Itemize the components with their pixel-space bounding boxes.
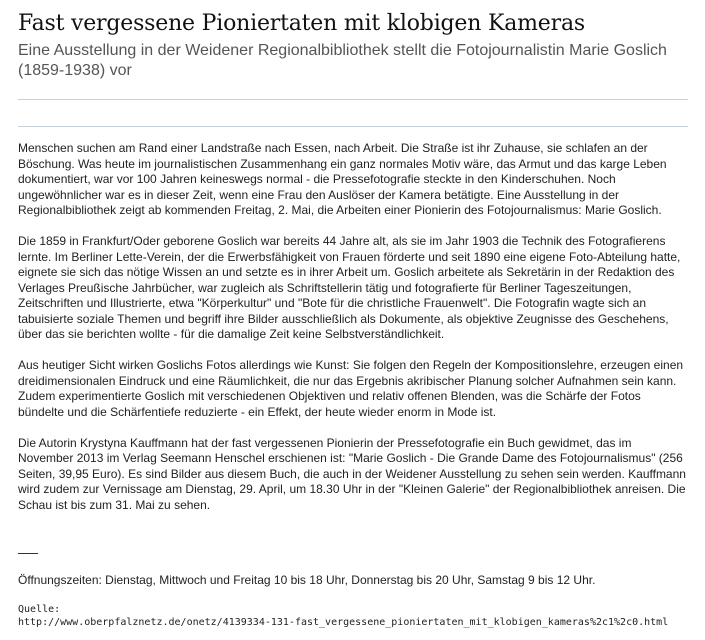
article-body (18, 141, 690, 529)
article-title: Fast vergessene Pioniertaten mit klobigen Kameras (18, 11, 585, 36)
article-header (18, 10, 688, 81)
article-paragraph-3: Aus heutiger Sicht wirken Goslichs Fotos allerdings wie Kunst: Sie folgen den Regeln der Kompositionslehre, erzeugen einen dreidimensionalen Eindruck und eine Räumlichkeit, die nur das Ergebnis akribischer Planung solcher Aufnahmen sein kann. Zudem experimentierte Goslich mit verschiedenen Objektiven und relativ offenen Blenden, was die Schärfe der Fotos bündelte und die Schärfentiefe reduzierte - ein Effekt, der heute wieder enorm in Mode ist. (18, 358, 684, 419)
source-block (18, 603, 668, 629)
article-paragraph-1: Menschen suchen am Rand einer Landstraße nach Essen, nach Arbeit. Die Straße ist ihr Zuhause, sie schlafen an der Böschung. Was heute im journalistischen Zusammenhang ein ganz normales Motiv wäre, das Armut und das karge Leben dokumentiert, war vor 100 Jahren keineswegs normal - die Pressefotografie steckte in den Kinderschuhen. Noch ungewöhnlicher war es in dieser Zeit, wenn eine Frau den Auslöser der Kamera betätigte. Eine Ausstellung in der Regionalbibliothek zeigt ab kommenden Freitag, 2. Mai, die Arbeiten einer Pionierin des Fotojournalismus: Marie Goslich. (18, 141, 667, 217)
article-paragraph-2: Die 1859 in Frankfurt/Oder geborene Goslich war bereits 44 Jahre alt, als sie im Jahr 1903 die Technik des Fotografierens lernte. Im Berliner Lette-Verein, der die Erwerbsfähigkeit von Frauen förderte und seit 1890 eine eigene Foto-Abteilung hatte, eignete sie sich das nötige Wissen an und setzte es in ihrer Arbeit um. Goslich arbeitete als Sekretärin in der Redaktion des Verlages Preußische Jahrbücher, war zugleich als Schriftstellerin tätig und fotografierte für Berliner Tageszeitungen, Zeitschriften und Illustrierte, etwa "Körperkultur" und "Bote für die christliche Frauenwelt". Die Fotografin wagte sich an tabuisierte soziale Themen und begriff ihre Bilder ausschließlich als Dokumente, als objektive Zeugnisse des Geschehens, über das sie berichten wollte - für die damalige Zeit keine Selbstverständlichkeit. (18, 234, 681, 341)
header-divider-top (18, 99, 688, 100)
opening-hours: Öffnungszeiten: Dienstag, Mittwoch und Freitag 10 bis 18 Uhr, Donnerstag bis 20 Uhr, Samstag 9 bis 12 Uhr. (18, 573, 596, 587)
article-paragraph-4: Die Autorin Krystyna Kauffmann hat der fast vergessenen Pionierin der Pressefotografie ein Buch gewidmet, das im November 2013 im Verlag Seemann Henschel erschienen ist: "Marie Goslich - Die Grande Dame des Fotojournalismus" (256 Seiten, 39,95 Euro). Es sind Bilder aus diesem Buch, die auch in der Weidener Ausstellung zu sehen sein werden. Kauffmann wird zudem zur Vernissage am Dienstag, 29. April, um 18.30 Uhr in der "Kleinen Galerie" der Regionalbibliothek anreisen. Die Schau ist bis zum 31. Mai zu sehen. (18, 435, 686, 512)
source-url[interactable]: http://www.oberpfalznetz.de/onetz/4139334-131-fast_vergessene_pioniertaten_mit_klobigen_kameras%2c1%2c0.html (18, 617, 669, 628)
article-subtitle: Eine Ausstellung in der Weidener Regionalbibliothek stellt die Fotojournalistin Marie Goslich (1859-1938) vor (18, 42, 667, 79)
footer-separator (18, 553, 38, 554)
header-divider-bottom (18, 126, 688, 127)
source-label: Quelle: (18, 604, 61, 615)
